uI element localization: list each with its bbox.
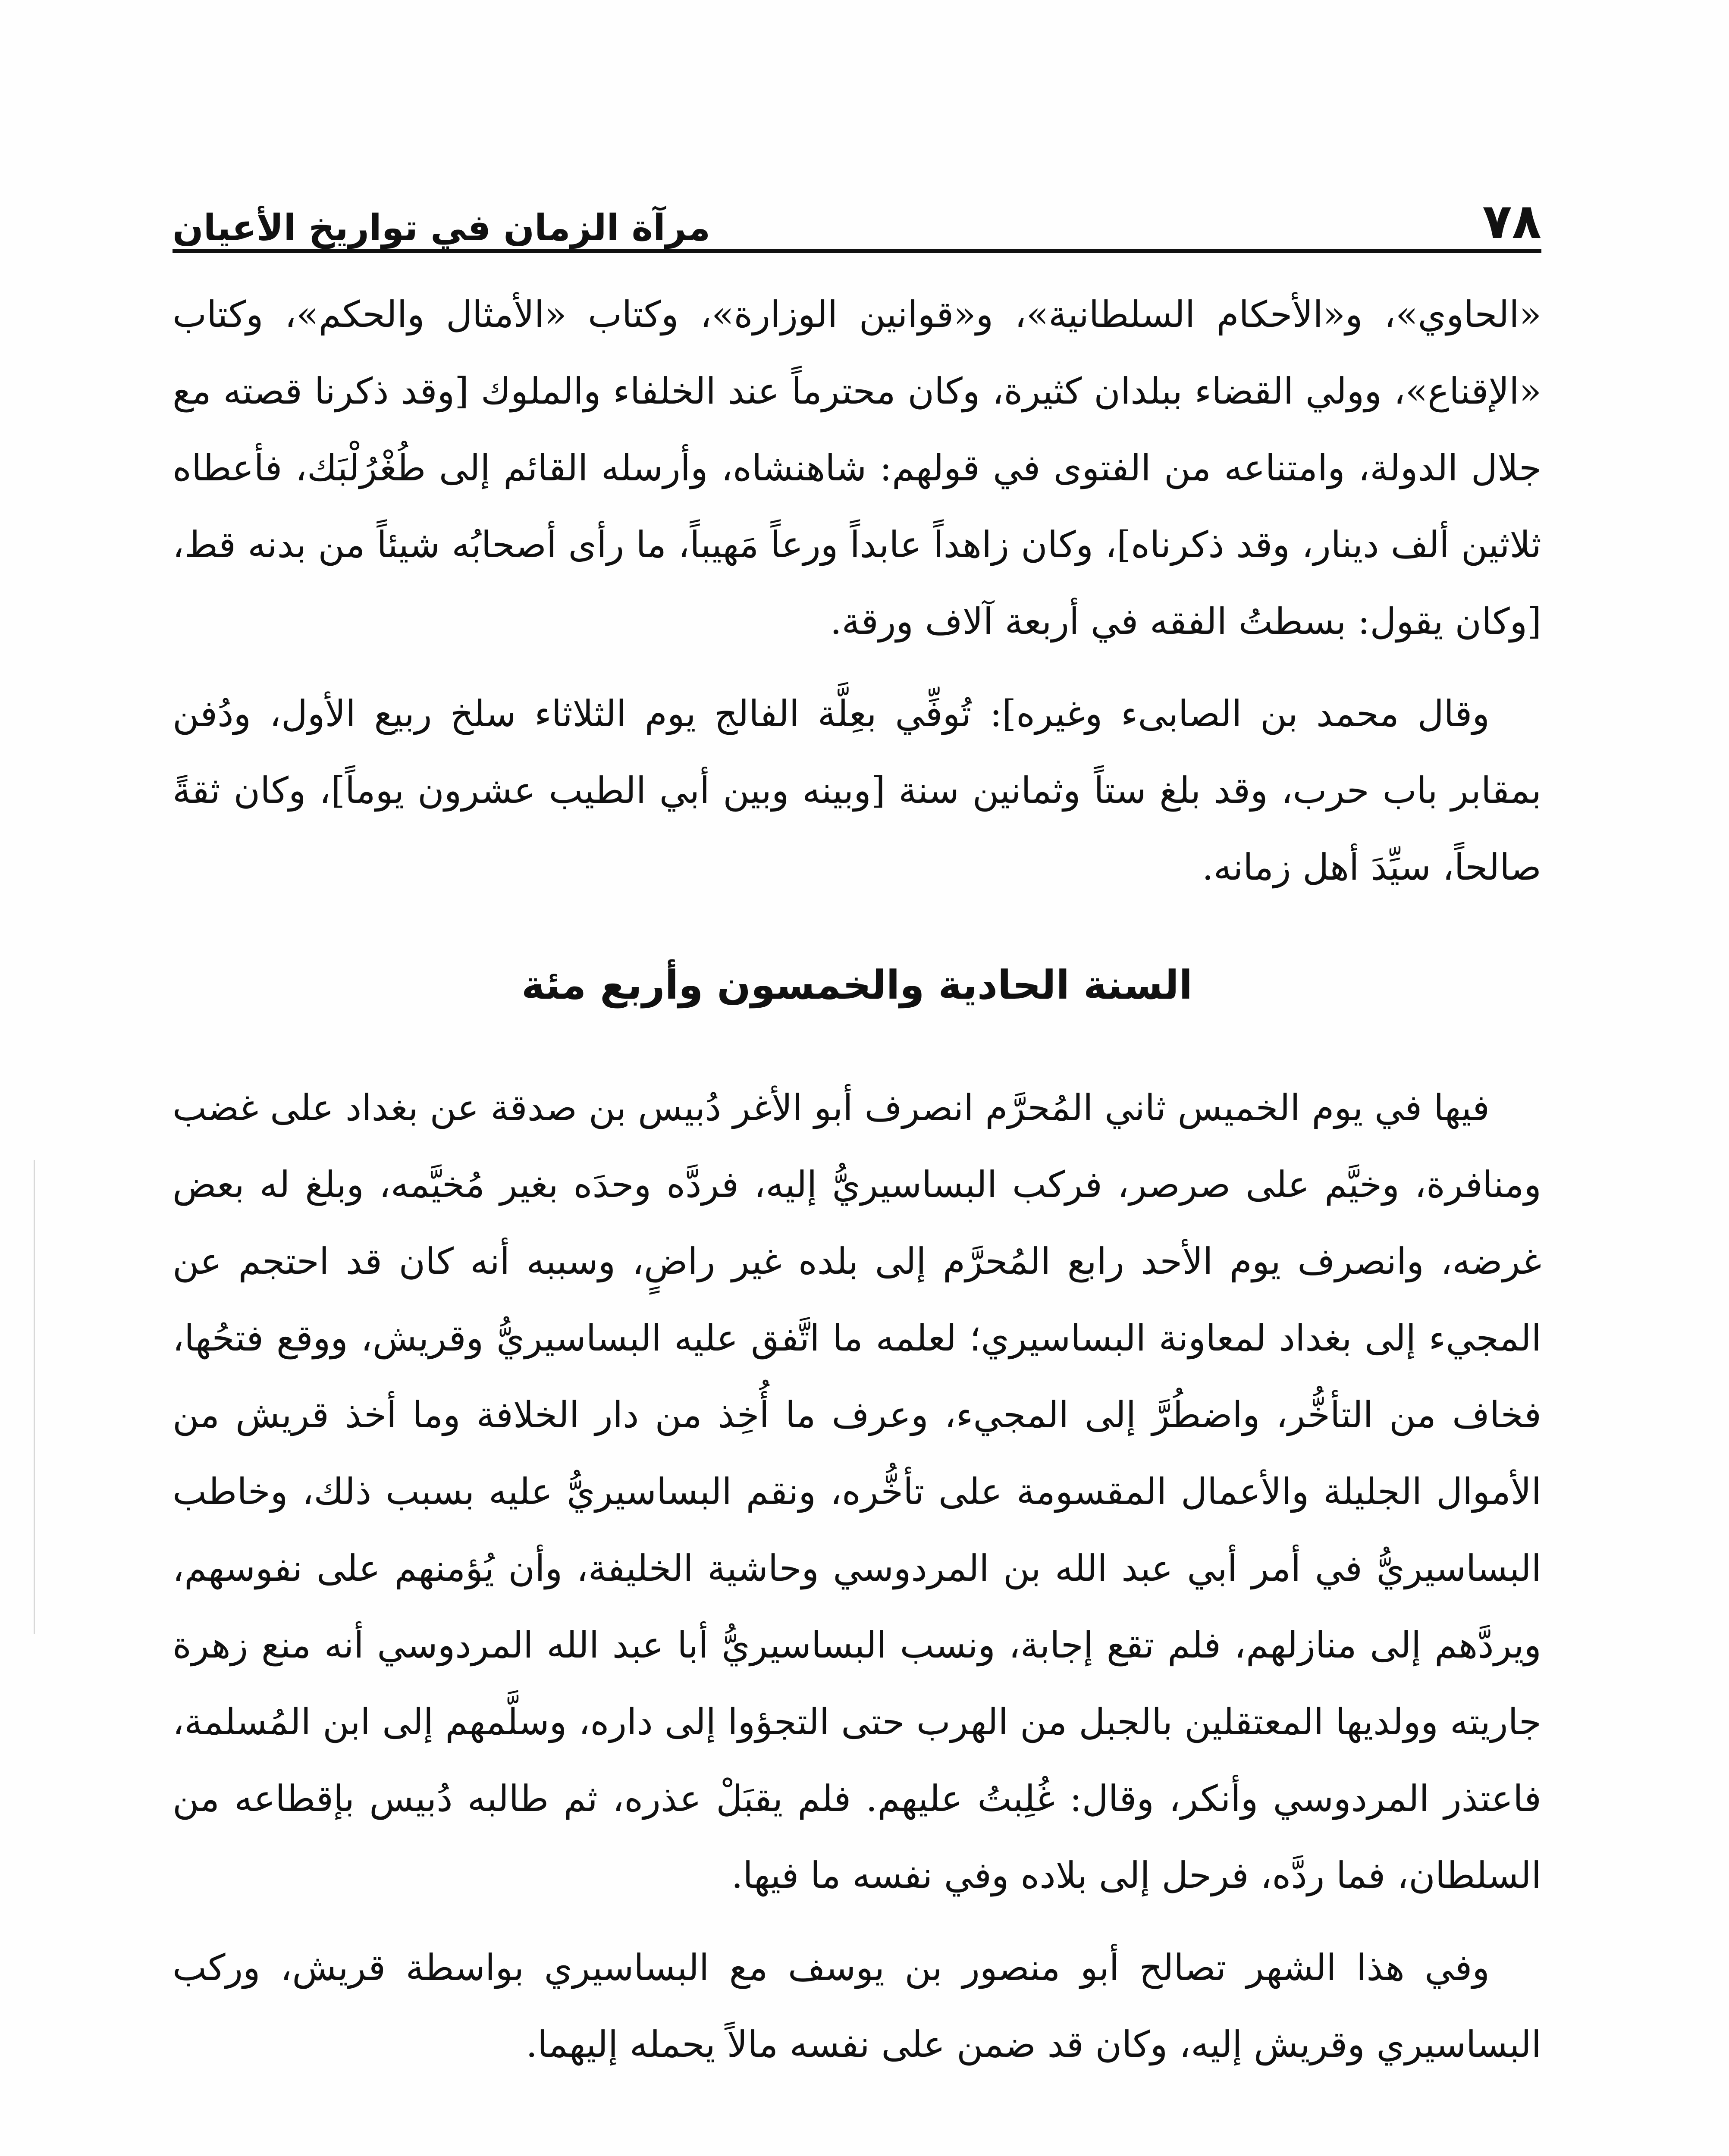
running-head	[173, 164, 1541, 250]
paragraph: «الحاوي»، و«الأحكام السلطانية»، و«قوانين الوزارة»، وكتاب «الأمثال والحكم»، وكتاب «الإقناع»، وولي القضاء ببلدان كثيرة، وكان محترماً عند الخلفاء والملوك [وقد ذكرنا قصته مع جلال الدولة، وامتناعه من الفتوى في قولهم: شاهنشاه، وأرسله القائم إلى طُغْرُلْبَك، فأعطاه ثلاثين ألف دينار، وقد ذكرناه]، وكان زاهداً عابداً ورعاً مَهيباً، ما رأى أصحابُه شيئاً من بدنه قط، [وكان يقول: بسطتُ الفقه في أربعة آلاف ورقة.	[173, 293, 1541, 642]
book-title: مرآة الزمان في تواريخ الأعيان	[173, 207, 711, 249]
header-rule	[173, 249, 1541, 253]
page-edge-shadow	[34, 1160, 35, 1634]
paragraph: وقال محمد بن الصابىء وغيره]: تُوفِّي بعِلَّة الفالج يوم الثلاثاء سلخ ربيع الأول، ودُفن بمقابر باب حرب، وقد بلغ ستاً وثمانين سنة [وبينه وبين أبي الطيب عشرون يوماً]، وكان ثقةً صالحاً، سيِّدَ أهل زمانه.	[173, 693, 1541, 888]
main-text	[173, 276, 1541, 2156]
page-number: ٧٨	[1482, 194, 1541, 250]
paragraph: فيها في يوم الخميس ثاني المُحرَّم انصرف أبو الأغر دُبيس بن صدقة عن بغداد على غضب ومنافرة، وخيَّم على صرصر، فركب البساسيريُّ إليه، فردَّه وحدَه بغير مُخيَّمه، وبلغ له بعض غرضه، وانصرف يوم الأحد رابع المُحرَّم إلى بلده غير راضٍ، وسببه أنه كان قد احتجم عن المجيء إلى بغداد لمعاونة البساسيري؛ لعلمه ما اتَّفق عليه البساسيريُّ وقريش، ووقع فتحُها، فخاف من التأخُّر، واضطُرَّ إلى المجيء، وعرف ما أُخِذ من دار الخلافة وما أخذ قريش من الأموال الجليلة والأعمال المقسومة على تأخُّره، ونقم البساسيريُّ عليه بسبب ذلك، وخاطب البساسيريُّ في أمر أبي عبد الله بن المردوسي وحاشية الخليفة، وأن يُؤمنهم على نفوسهم، ويردَّهم إلى منازلهم، فلم تقع إجابة، ونسب البساسيريُّ أبا عبد الله المردوسي أنه منع زهرة جاريته وولديها المعتقلين بالجبل من الهرب حتى التجؤوا إلى داره، وسلَّمهم إلى ابن المُسلمة، فاعتذر المردوسي وأنكر، وقال: غُلِبتُ عليهم. فلم يقبَلْ عذره، ثم طالبه دُبيس بإقطاعه من السلطان، فما ردَّه، فرحل إلى بلاده وفي نفسه ما فيها.	[173, 1087, 1542, 1896]
paragraph: وفي هذا الشهر تصالح أبو منصور بن يوسف مع البساسيري بواسطة قريش، وركب البساسيري وقريش إليه، وكان قد ضمن على نفسه مالاً يحمله إليهما.	[173, 1946, 1541, 2065]
section-heading: السنة الحادية والخمسون وأربع مئة	[521, 962, 1193, 1008]
